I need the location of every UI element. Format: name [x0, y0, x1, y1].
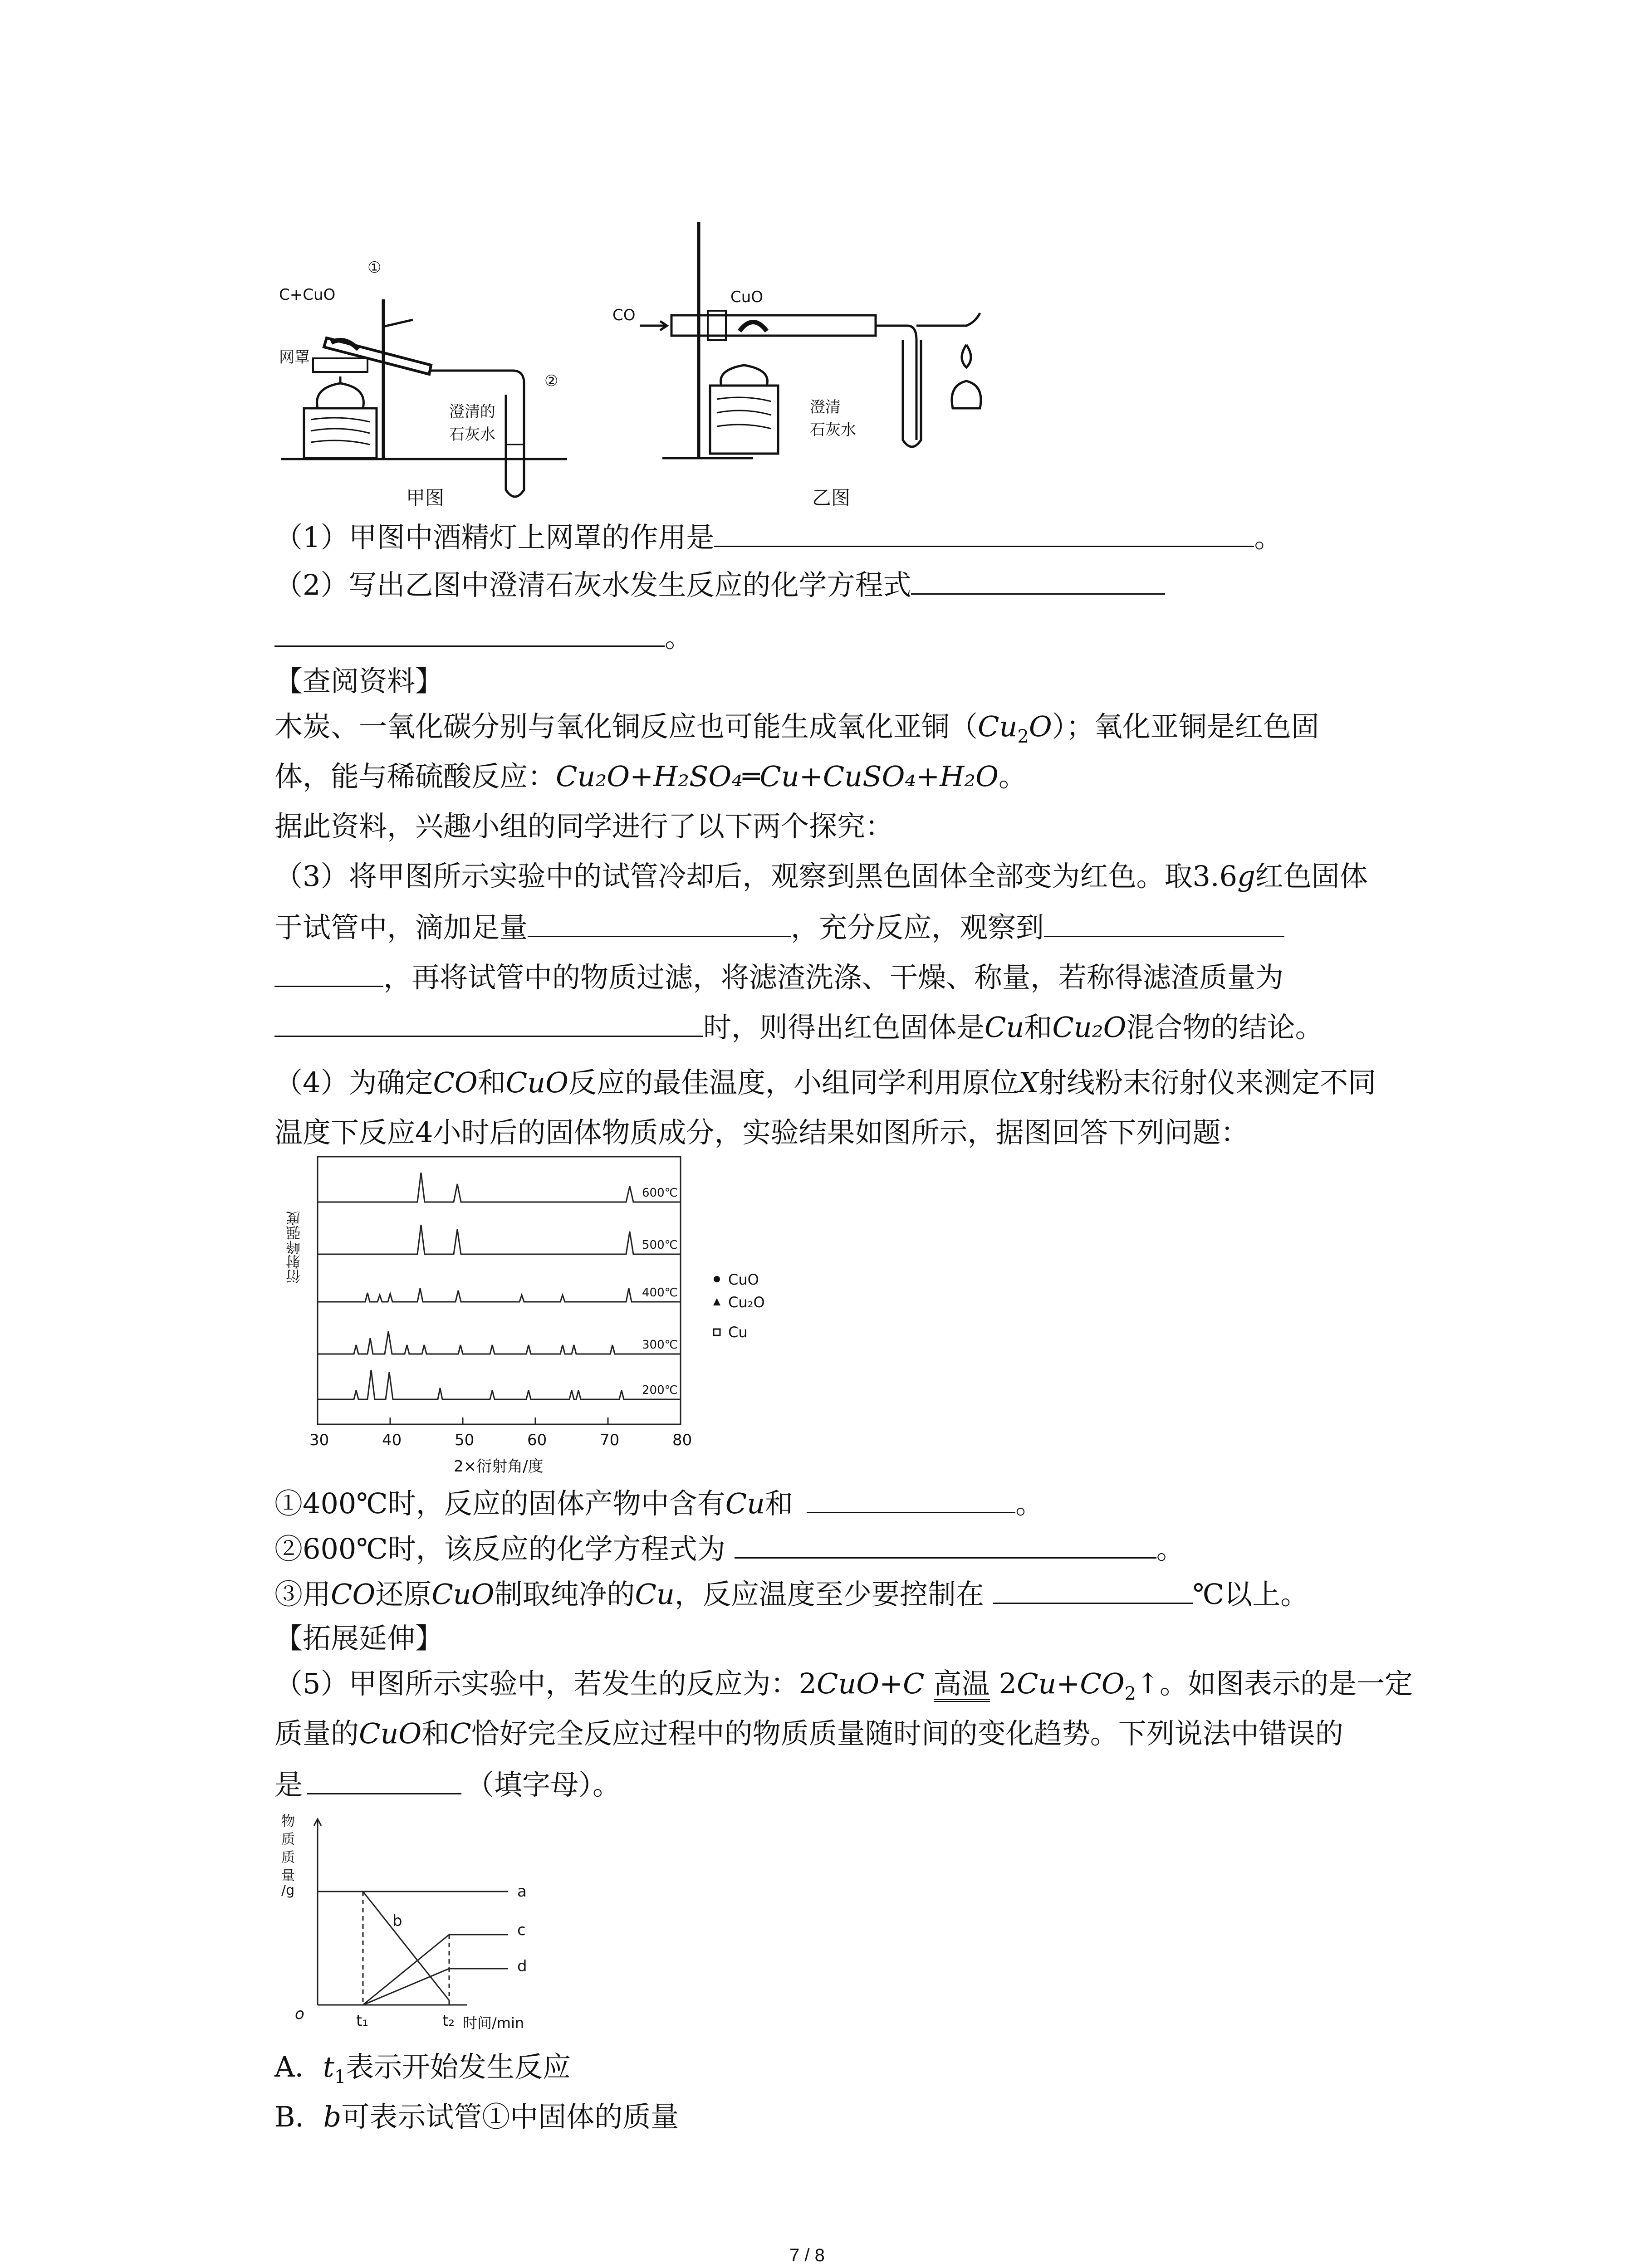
q5-l1c: 2: [999, 1667, 1017, 1700]
mass-ylabel-3: 量: [281, 1868, 295, 1884]
option-b-text: 可表示试管①中固体的质量: [341, 2100, 679, 2133]
option-b-b: b: [323, 2100, 342, 2133]
q5-l3b: （填字母）。: [466, 1768, 621, 1801]
answer-blank-3b[interactable]: [1044, 909, 1284, 937]
q3-l4-end: 混合物的结论。: [1126, 1011, 1323, 1044]
s2-text: ②600℃时，该反应的化学方程式为: [274, 1532, 725, 1565]
s3-cuo: CuO: [431, 1578, 495, 1611]
q3-l2a: 于试管中，滴加足量: [274, 911, 528, 944]
legend-cuo: CuO: [728, 1271, 759, 1288]
answer-blank-2a[interactable]: [911, 567, 1165, 595]
option-a[interactable]: [274, 2050, 571, 2088]
q3-and: 和: [1024, 1011, 1053, 1044]
figure-yi: [603, 213, 1012, 522]
mass-ylabel-1: 质: [281, 1832, 295, 1848]
answer-blank-3c[interactable]: [274, 959, 383, 987]
mass-xlabel: 时间/min: [463, 2014, 524, 2032]
question-4-l2: [274, 1116, 1249, 1149]
option-a-text: 表示开始发生反应: [346, 2050, 571, 2083]
mass-ylabel-2: 质: [281, 1850, 295, 1866]
xrd-temp-500: 500℃: [642, 1238, 678, 1252]
ref-line-1: [274, 710, 1319, 748]
mass-t1: t₁: [356, 2012, 368, 2030]
question-3-l1: [274, 860, 1368, 893]
question-5-l1: [274, 1667, 1413, 1705]
label-circle-2: ②: [544, 372, 558, 390]
subquestion-3: [274, 1576, 1308, 1611]
s3-end: ℃以上。: [1192, 1578, 1309, 1611]
q3-l2b: ，充分反应，观察到: [791, 911, 1044, 944]
xrd-temp-600: 600℃: [642, 1186, 678, 1200]
s3-b: 还原: [375, 1578, 432, 1611]
option-b[interactable]: [274, 2100, 679, 2134]
legend-cu2o: Cu₂O: [728, 1294, 765, 1311]
ref-l2: 体，能与稀硫酸反应：: [274, 760, 556, 793]
series-d: d: [517, 1957, 527, 1975]
legend-cu: Cu: [728, 1324, 748, 1341]
question-5-l3: [274, 1767, 621, 1802]
label-limewater-1: 澄清: [810, 398, 841, 416]
caption-yi: 乙图: [812, 487, 851, 509]
question-5-l2: [274, 1717, 1343, 1750]
mass-origin: o: [295, 2005, 304, 2023]
q3-l1: （3）将甲图所示实验中的试管冷却后，观察到黑色固体全部变为红色。取3.6: [274, 860, 1238, 893]
label-limewater-2: 石灰水: [449, 425, 495, 444]
q2-end: 。: [665, 621, 693, 654]
subquestion-1: [274, 1486, 1043, 1520]
q1-end: 。: [1254, 521, 1283, 554]
series-b: b: [392, 1912, 402, 1930]
ref-header-text: 【查阅资料】: [274, 665, 444, 698]
q5-l2a: 质量的: [274, 1717, 359, 1750]
q4-x: X: [1018, 1066, 1039, 1099]
label-reagent: C+CuO: [279, 286, 336, 304]
q4-and: 和: [477, 1066, 506, 1099]
answer-blank-s3[interactable]: [993, 1576, 1193, 1604]
answer-blank-3d[interactable]: [274, 1009, 703, 1037]
q5-arrow: ↑: [1136, 1667, 1160, 1700]
question-3-l2: [274, 909, 1284, 944]
option-a-t: t: [323, 2050, 334, 2083]
q5-l3a: 是: [274, 1768, 303, 1801]
q5-condition: 高温: [934, 1668, 990, 1702]
option-a-label: A．: [274, 2050, 323, 2083]
s2-end: 。: [1156, 1532, 1185, 1565]
series-c: c: [517, 1921, 526, 1939]
question-3-l3: [274, 959, 1283, 994]
q3-l1-end: 红色固体: [1255, 860, 1368, 893]
ref-o: O: [1029, 710, 1052, 743]
ref-sub: 2: [1017, 726, 1029, 747]
label-cuo: CuO: [730, 288, 764, 306]
answer-blank-s1[interactable]: [807, 1486, 1015, 1513]
xrd-tick-80: 80: [672, 1431, 692, 1449]
q5-c: C: [450, 1717, 471, 1750]
q5-l1b: CuO+C: [816, 1667, 925, 1700]
q4-l1b: 反应的最佳温度，小组同学利用原位: [568, 1066, 1019, 1099]
s1-end: 。: [1015, 1487, 1044, 1520]
q5-and: 和: [421, 1717, 450, 1750]
question-2-cont: [274, 619, 693, 654]
xrd-tick-30: 30: [309, 1431, 329, 1449]
mass-ylabel-0: 物: [281, 1813, 295, 1829]
answer-blank-s2[interactable]: [735, 1531, 1156, 1559]
ref-l3: 据此资料，兴趣小组的同学进行了以下两个探究：: [274, 810, 894, 843]
xrd-temp-300: 300℃: [642, 1338, 678, 1352]
xrd-chart: [281, 1152, 789, 1476]
xrd-tick-40: 40: [382, 1431, 402, 1449]
s3-c: 制取纯净的: [494, 1578, 635, 1611]
answer-blank-5[interactable]: [307, 1767, 461, 1794]
ref-l1-end: ）；氧化亚铜是红色固: [1052, 710, 1319, 743]
q4-cuo: CuO: [505, 1066, 568, 1099]
mass-time-chart: [277, 1810, 594, 2041]
ref-line-3: [274, 810, 893, 843]
subquestion-2: [274, 1531, 1185, 1566]
ref-equation: Cu₂O+H₂SO₄═Cu+CuSO₄+H₂O: [556, 760, 999, 793]
section-ext-header: [274, 1622, 443, 1655]
mass-t2: t₂: [442, 2012, 455, 2030]
q5-l1e: 。如图表示的是一定: [1159, 1667, 1413, 1700]
q5-l1a: （5）甲图所示实验中，若发生的反应为：2: [274, 1667, 817, 1700]
q2-text: （2）写出乙图中澄清石灰水发生反应的化学方程式: [274, 568, 911, 601]
q3-g: g: [1237, 860, 1255, 893]
s3-cu: Cu: [635, 1578, 675, 1611]
q4-co: CO: [433, 1066, 478, 1099]
s1-text: ①400℃时，反应的固体产物中含有: [274, 1487, 725, 1520]
label-co: CO: [612, 306, 636, 324]
xrd-temp-400: 400℃: [642, 1286, 678, 1300]
label-limewater-1: 澄清的: [449, 403, 495, 421]
option-a-sub: 1: [334, 2067, 346, 2087]
label-gauze: 网罩: [279, 348, 310, 367]
q3-l3: ，再将试管中的物质过滤，将滤渣洗涤、干燥、称量，若称得滤渣质量为: [383, 961, 1284, 994]
q4-l1c: 射线粉末衍射仪来测定不同: [1038, 1066, 1376, 1099]
q5-cuo: CuO: [359, 1717, 422, 1750]
section-ref-header: [274, 665, 443, 698]
answer-blank-1[interactable]: [714, 519, 1254, 547]
xrd-tick-60: 60: [527, 1431, 547, 1449]
label-circle-1: ①: [367, 259, 382, 277]
q3-cu: Cu: [985, 1011, 1024, 1044]
question-3-l4: [274, 1009, 1323, 1044]
ref-line-2: [274, 760, 1027, 793]
xrd-ylabel: 衍射峰强度: [285, 1211, 303, 1284]
xrd-temp-200: 200℃: [642, 1383, 678, 1397]
label-limewater-2: 石灰水: [810, 421, 856, 439]
caption-jia: 甲图: [406, 487, 445, 509]
answer-blank-2b[interactable]: [274, 619, 665, 647]
option-b-label: B．: [274, 2100, 323, 2133]
ext-header-text: 【拓展延伸】: [274, 1622, 444, 1655]
s3-a: ③用: [274, 1578, 331, 1611]
q3-l4: 时，则得出红色固体是: [703, 1011, 985, 1044]
q4-l1: （4）为确定: [274, 1066, 433, 1099]
q5-l1d: Cu+CO: [1016, 1667, 1125, 1700]
figure-jia: [277, 209, 594, 526]
series-a: a: [517, 1882, 527, 1901]
q1-text: （1）甲图中酒精灯上网罩的作用是: [274, 521, 715, 554]
q5-sub: 2: [1124, 1683, 1136, 1704]
s3-co: CO: [331, 1578, 376, 1611]
q5-l2b: 恰好完全反应过程中的物质质量随时间的变化趋势。下列说法中错误的: [471, 1717, 1343, 1750]
ref-cu: Cu: [978, 710, 1018, 743]
mass-ylabel-4: /g: [281, 1882, 295, 1898]
xrd-tick-70: 70: [600, 1431, 620, 1449]
s1-cu: Cu: [725, 1487, 765, 1520]
s1-and: 和: [765, 1487, 794, 1520]
question-4-l1: [274, 1066, 1376, 1100]
xrd-tick-50: 50: [455, 1431, 475, 1449]
page-number: 7 / 8: [789, 2245, 825, 2265]
ref-l2-end: 。: [998, 760, 1027, 793]
question-2: [274, 567, 1165, 602]
xrd-xlabel: 2×衍射角/度: [454, 1457, 544, 1476]
question-1: [274, 519, 1282, 554]
ref-l1: 木炭、一氧化碳分别与氧化铜反应也可能生成氧化亚铜（: [274, 710, 978, 743]
q3-cu2o: Cu₂O: [1052, 1011, 1127, 1044]
q4-l2: 温度下反应4小时后的固体物质成分，实验结果如图所示，据图回答下列问题：: [274, 1116, 1249, 1149]
s3-d: ，反应温度至少要控制在: [674, 1578, 984, 1611]
answer-blank-3a[interactable]: [528, 909, 791, 937]
